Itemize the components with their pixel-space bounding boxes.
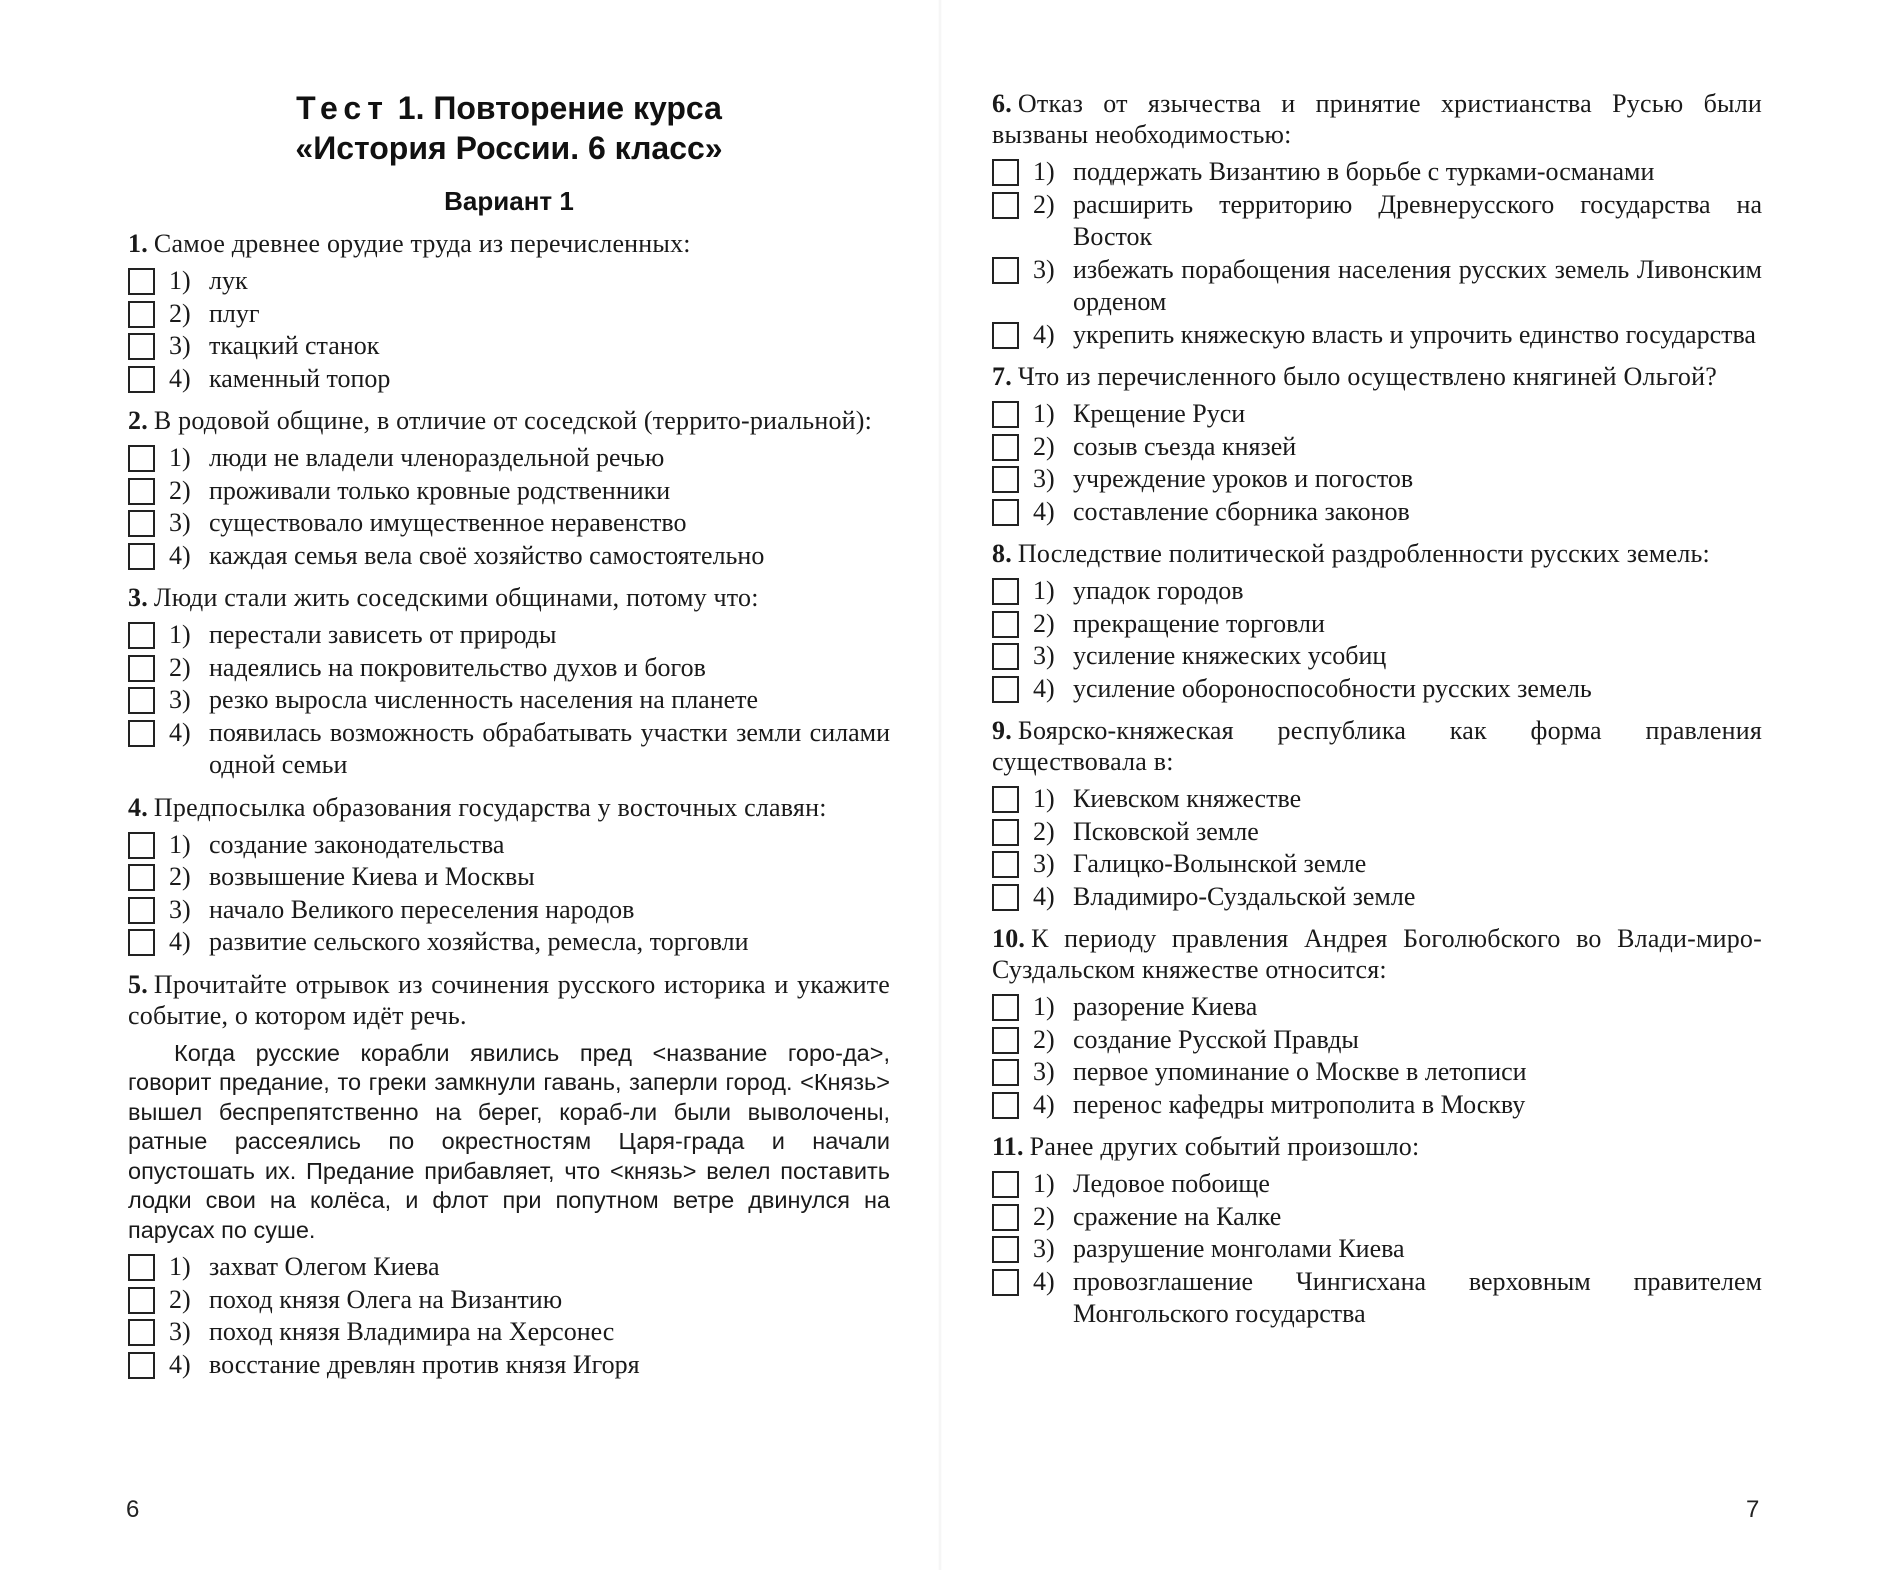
option-number: 1)	[169, 1252, 191, 1281]
answer-checkbox[interactable]	[992, 851, 1019, 878]
title-word-test: Тест	[296, 90, 389, 126]
variant-heading: Вариант 1	[444, 186, 574, 216]
option-text: расширить территорию Древнерусского государства на Восток	[1073, 189, 1762, 251]
option-text: перестали зависеть от природы	[209, 620, 557, 649]
question-text	[128, 969, 890, 1031]
answer-checkbox[interactable]	[128, 445, 155, 472]
right-column	[992, 88, 1762, 1341]
option	[128, 475, 890, 508]
answer-checkbox[interactable]	[992, 1236, 1019, 1263]
option-text: захват Олегом Киева	[209, 1252, 440, 1281]
question-text	[992, 361, 1762, 392]
page-number-right: 7	[1746, 1496, 1760, 1523]
option-number: 2)	[1033, 1024, 1055, 1054]
answer-checkbox[interactable]	[128, 655, 155, 682]
options-list	[992, 398, 1762, 528]
option-number: 4)	[1033, 673, 1055, 703]
option-text: провозглашение Чингисхана верховным правителем Монгольского государства	[1073, 1266, 1762, 1328]
answer-checkbox[interactable]	[992, 676, 1019, 703]
option-number: 1)	[1033, 992, 1055, 1021]
option	[128, 717, 890, 782]
option-text: поход князя Владимира на Херсонес	[209, 1317, 615, 1346]
question-label: Люди стали жить соседскими общинами, потому что:	[153, 583, 759, 612]
option	[128, 619, 890, 652]
question-6	[992, 88, 1762, 351]
option	[992, 608, 1762, 641]
option-text: Галицко-Волынской земле	[1073, 849, 1367, 878]
answer-checkbox[interactable]	[128, 1254, 155, 1281]
answer-checkbox[interactable]	[128, 720, 155, 747]
option-text: сражение на Калке	[1073, 1201, 1282, 1231]
answer-checkbox[interactable]	[128, 1287, 155, 1314]
question-3	[128, 582, 890, 782]
answer-checkbox[interactable]	[992, 1027, 1019, 1054]
question-text	[992, 1131, 1762, 1162]
options-list	[992, 156, 1762, 351]
option-number: 1)	[169, 266, 191, 295]
option-number: 2)	[169, 298, 191, 328]
answer-checkbox[interactable]	[992, 1204, 1019, 1231]
question-number: 7.	[992, 362, 1012, 391]
option	[992, 783, 1762, 816]
answer-checkbox[interactable]	[992, 1171, 1019, 1198]
option-number: 3)	[1033, 254, 1055, 284]
question-label: К периоду правления Андрея Боголюбского во Влади-миро-Суздальском княжестве относится:	[992, 924, 1762, 984]
answer-checkbox[interactable]	[128, 622, 155, 649]
answer-checkbox[interactable]	[992, 466, 1019, 493]
option-number: 3)	[169, 685, 191, 714]
question-label: Самое древнее орудие труда из перечисленных:	[153, 229, 691, 258]
option-number: 3)	[1033, 464, 1055, 493]
option-number: 1)	[169, 443, 191, 472]
option	[128, 894, 890, 927]
option-text: надеялись на покровительство духов и богов	[209, 652, 706, 682]
question-number: 10.	[992, 924, 1026, 953]
option-number: 4)	[1033, 1089, 1055, 1119]
option-number: 2)	[169, 652, 191, 682]
option-number: 4)	[169, 540, 191, 570]
question-number: 6.	[992, 89, 1012, 118]
option-number: 3)	[1033, 1234, 1055, 1263]
answer-checkbox[interactable]	[128, 864, 155, 891]
answer-checkbox[interactable]	[992, 257, 1019, 284]
option	[992, 848, 1762, 881]
option	[128, 330, 890, 363]
option	[128, 684, 890, 717]
test-title	[128, 88, 890, 218]
option-text: проживали только кровные родственники	[209, 475, 671, 505]
question-label: В родовой общине, в отличие от соседской (террито-риальной):	[153, 406, 873, 435]
options-list	[992, 991, 1762, 1121]
option	[992, 189, 1762, 254]
option-text: усиление обороноспособности русских земель	[1073, 673, 1592, 703]
option-number: 2)	[169, 475, 191, 505]
option	[992, 1168, 1762, 1201]
answer-checkbox[interactable]	[128, 478, 155, 505]
option-number: 1)	[1033, 399, 1055, 428]
option-number: 2)	[169, 862, 191, 891]
option	[128, 507, 890, 540]
question-2	[128, 405, 890, 572]
question-number: 9.	[992, 716, 1012, 745]
answer-checkbox[interactable]	[992, 578, 1019, 605]
answer-checkbox[interactable]	[992, 499, 1019, 526]
option-number: 4)	[169, 717, 191, 747]
option	[992, 640, 1762, 673]
option-text: укрепить княжескую власть и упрочить единство государства	[1073, 319, 1756, 349]
option	[128, 265, 890, 298]
answer-checkbox[interactable]	[128, 832, 155, 859]
option	[992, 816, 1762, 849]
question-number: 5.	[128, 969, 148, 999]
option	[992, 1201, 1762, 1234]
option-text: усиление княжеских усобиц	[1073, 641, 1387, 670]
options-list	[128, 1251, 890, 1381]
right-page	[940, 0, 1880, 1570]
question-number: 11.	[992, 1132, 1024, 1161]
answer-checkbox[interactable]	[992, 434, 1019, 461]
option-text: восстание древлян против князя Игоря	[209, 1349, 640, 1379]
option	[992, 673, 1762, 706]
option-text: Псковской земле	[1073, 816, 1259, 846]
option-number: 1)	[169, 829, 191, 859]
answer-checkbox[interactable]	[128, 1319, 155, 1346]
option-number: 4)	[169, 363, 191, 393]
option-number: 4)	[1033, 496, 1055, 526]
option-number: 2)	[1033, 608, 1055, 638]
answer-checkbox[interactable]	[128, 687, 155, 714]
option-text: появилась возможность обрабатывать участки земли силами одной семьи	[209, 717, 890, 779]
option	[128, 363, 890, 396]
answer-checkbox[interactable]	[992, 1269, 1019, 1296]
option-text: каждая семья вела своё хозяйство самостоятельно	[209, 540, 765, 570]
answer-checkbox[interactable]	[128, 897, 155, 924]
option-text: поход князя Олега на Византию	[209, 1284, 563, 1314]
question-label: Последствие политической раздробленности русских земель:	[1017, 539, 1710, 568]
option-text: первое упоминание о Москве в летописи	[1073, 1057, 1527, 1086]
question-text	[128, 582, 890, 613]
answer-checkbox[interactable]	[992, 611, 1019, 638]
option-text: ткацкий станок	[209, 331, 380, 360]
option	[128, 652, 890, 685]
options-list	[128, 829, 890, 959]
answer-checkbox[interactable]	[992, 159, 1019, 186]
option-text: Крещение Руси	[1073, 399, 1246, 428]
option	[992, 1233, 1762, 1266]
option-number: 3)	[169, 894, 191, 924]
option-text: плуг	[209, 298, 260, 328]
option-number: 1)	[169, 620, 191, 649]
question-number: 1.	[128, 229, 148, 258]
option	[992, 496, 1762, 529]
question-10	[992, 923, 1762, 1121]
option-text: упадок городов	[1073, 576, 1244, 605]
question-text	[128, 405, 890, 436]
option-number: 3)	[1033, 641, 1055, 670]
option-text: составление сборника законов	[1073, 496, 1410, 526]
option-text: Владимиро-Суздальской земле	[1073, 881, 1416, 911]
question-text	[128, 792, 890, 823]
option-text: Ледовое побоище	[1073, 1169, 1270, 1198]
answer-checkbox[interactable]	[992, 643, 1019, 670]
question-number: 8.	[992, 539, 1012, 568]
title-line-2: «История России. 6 класс»	[295, 130, 723, 166]
answer-checkbox[interactable]	[992, 786, 1019, 813]
option	[128, 1284, 890, 1317]
option	[992, 431, 1762, 464]
option	[128, 1316, 890, 1349]
option-text: учреждение уроков и погостов	[1073, 464, 1414, 493]
answer-checkbox[interactable]	[992, 322, 1019, 349]
answer-checkbox[interactable]	[992, 1092, 1019, 1119]
question-text	[992, 715, 1762, 777]
option-number: 4)	[1033, 881, 1055, 911]
option-number: 3)	[1033, 1057, 1055, 1086]
options-list	[992, 783, 1762, 913]
answer-checkbox[interactable]	[992, 994, 1019, 1021]
historian-excerpt: Когда русские корабли явились пред <название горо-да>, говорит предание, то греки замкнули гавань, заперли город. <Князь> вышел беспрепятственно на берег, кораб-ли были выволочены, ратные рассеялись по окрестностям Царя-града и начали опустошать их. Предание прибавляет, что <князь> велел поставить лодки свои на колёса, и флот при попутном ветре двинулся на парусах по суше.	[128, 1039, 890, 1243]
option-text: поддержать Византию в борьбе с турками-османами	[1073, 157, 1655, 186]
answer-checkbox[interactable]	[992, 819, 1019, 846]
option-number: 2)	[169, 1284, 191, 1314]
option	[992, 319, 1762, 352]
left-column	[128, 88, 890, 1391]
option-number: 2)	[1033, 189, 1055, 219]
question-8	[992, 538, 1762, 705]
option	[992, 575, 1762, 608]
option-text: избежать порабощения населения русских земель Ливонским орденом	[1073, 254, 1762, 316]
question-9	[992, 715, 1762, 913]
option-text: развитие сельского хозяйства, ремесла, торговли	[209, 927, 749, 956]
question-text	[992, 538, 1762, 569]
option-text: разорение Киева	[1073, 992, 1258, 1021]
question-label: Боярско-княжеская республика как форма правления существовала в:	[992, 716, 1762, 776]
option	[992, 254, 1762, 319]
option-number: 4)	[1033, 319, 1055, 349]
option-text: создание Русской Правды	[1073, 1024, 1359, 1054]
options-list	[128, 265, 890, 395]
option	[992, 991, 1762, 1024]
options-list	[992, 575, 1762, 705]
option	[992, 1266, 1762, 1331]
question-label: Что из перечисленного было осуществлено княгиней Ольгой?	[1017, 362, 1717, 391]
option	[992, 1089, 1762, 1122]
option-text: резко выросла численность населения на планете	[209, 685, 759, 714]
options-list	[128, 442, 890, 572]
answer-checkbox[interactable]	[128, 543, 155, 570]
options-list	[128, 619, 890, 782]
answer-checkbox[interactable]	[992, 401, 1019, 428]
option-number: 4)	[169, 927, 191, 956]
option-number: 2)	[1033, 1201, 1055, 1231]
answer-checkbox[interactable]	[128, 301, 155, 328]
option-text: каменный топор	[209, 363, 391, 393]
option-number: 4)	[169, 1349, 191, 1379]
question-number: 2.	[128, 406, 148, 435]
question-11	[992, 1131, 1762, 1331]
answer-checkbox[interactable]	[992, 192, 1019, 219]
option-text: существовало имущественное неравенство	[209, 508, 687, 537]
option	[992, 463, 1762, 496]
option-number: 3)	[169, 331, 191, 360]
option-text: Киевском княжестве	[1073, 784, 1302, 813]
option-number: 1)	[1033, 1169, 1055, 1198]
question-1	[128, 228, 890, 395]
question-7	[992, 361, 1762, 528]
question-text	[128, 228, 890, 259]
answer-checkbox[interactable]	[128, 929, 155, 956]
option-number: 4)	[1033, 1266, 1055, 1296]
question-5	[128, 969, 890, 1382]
option	[992, 156, 1762, 189]
option	[128, 298, 890, 331]
option	[992, 398, 1762, 431]
option-text: разрушение монголами Киева	[1073, 1234, 1405, 1263]
option-text: перенос кафедры митрополита в Москву	[1073, 1089, 1526, 1119]
option-text: созыв съезда князей	[1073, 431, 1297, 461]
option-text: создание законодательства	[209, 829, 505, 859]
option-number: 2)	[1033, 431, 1055, 461]
option-number: 3)	[169, 508, 191, 537]
answer-checkbox[interactable]	[992, 1059, 1019, 1086]
answer-checkbox[interactable]	[128, 366, 155, 393]
option-text: возвышение Киева и Москвы	[209, 862, 535, 891]
option	[128, 540, 890, 573]
answer-checkbox[interactable]	[128, 333, 155, 360]
options-list	[992, 1168, 1762, 1331]
title-line-1	[128, 88, 890, 128]
question-number: 3.	[128, 583, 148, 612]
option-text: лук	[209, 266, 248, 295]
option-number: 1)	[1033, 784, 1055, 813]
option	[128, 1251, 890, 1284]
option	[128, 829, 890, 862]
answer-checkbox[interactable]	[128, 268, 155, 295]
option-number: 1)	[1033, 157, 1055, 186]
option	[992, 881, 1762, 914]
option	[992, 1024, 1762, 1057]
option	[992, 1056, 1762, 1089]
question-label: Прочитайте отрывок из сочинения русского историка и укажите событие, о котором идёт речь.	[128, 969, 890, 1030]
option-text: люди не владели членораздельной речью	[209, 443, 665, 472]
option-text: прекращение торговли	[1073, 608, 1325, 638]
option	[128, 861, 890, 894]
option-number: 2)	[1033, 816, 1055, 846]
question-4	[128, 792, 890, 959]
option-number: 3)	[169, 1317, 191, 1346]
question-number: 4.	[128, 792, 148, 822]
question-label: Предпосылка образования государства у восточных славян:	[153, 792, 827, 822]
answer-checkbox[interactable]	[128, 1352, 155, 1379]
option	[128, 442, 890, 475]
option-text: начало Великого переселения народов	[209, 894, 635, 924]
option-number: 3)	[1033, 849, 1055, 878]
option	[128, 1349, 890, 1382]
option	[128, 926, 890, 959]
title-line-1-rest: 1. Повторение курса	[397, 90, 722, 126]
question-text	[992, 923, 1762, 985]
question-label: Ранее других событий произошло:	[1029, 1132, 1420, 1161]
question-label: Отказ от язычества и принятие христианства Русью были вызваны необходимостью:	[992, 89, 1762, 149]
answer-checkbox[interactable]	[992, 884, 1019, 911]
answer-checkbox[interactable]	[128, 510, 155, 537]
question-text	[992, 88, 1762, 150]
page-number-left: 6	[126, 1496, 140, 1523]
option-number: 1)	[1033, 576, 1055, 605]
